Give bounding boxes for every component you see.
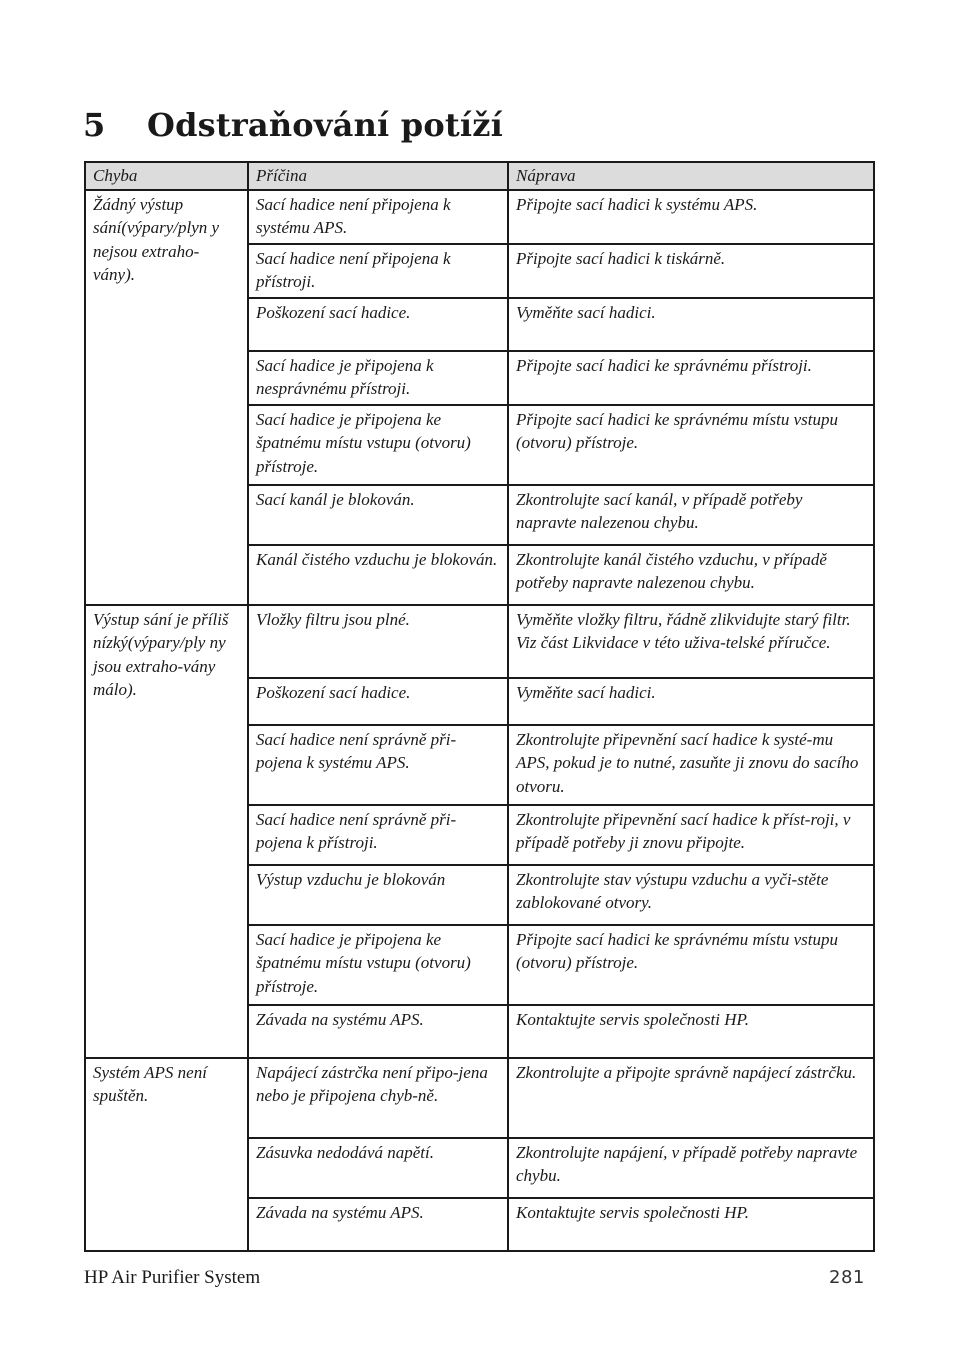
remedy-cell: Připojte sací hadici k tiskárně. [508, 244, 874, 298]
cause-cell: Závada na systému APS. [248, 1005, 508, 1058]
cause-cell: Závada na systému APS. [248, 1198, 508, 1251]
remedy-cell: Kontaktujte servis společnosti HP. [508, 1005, 874, 1058]
cause-cell: Napájecí zástrčka není připo-jena nebo je připojena chyb-ně. [248, 1058, 508, 1138]
table-header-row [85, 162, 874, 190]
section-number: 5 [83, 106, 106, 144]
page-number: 281 [829, 1267, 865, 1288]
cause-cell: Sací hadice není správně při-pojena k přístroji. [248, 805, 508, 865]
header-remedy: Náprava [508, 162, 874, 190]
remedy-cell: Vyměňte sací hadici. [508, 678, 874, 725]
remedy-cell: Zkontrolujte napájení, v případě potřeby napravte chybu. [508, 1138, 874, 1198]
remedy-cell: Zkontrolujte připevnění sací hadice k příst-roji, v případě potřeby ji znovu připojte. [508, 805, 874, 865]
cause-cell: Sací kanál je blokován. [248, 485, 508, 545]
fault-cell: Výstup sání je příliš nízký(výpary/ply ny jsou extraho-vány málo). [85, 605, 248, 1058]
cause-cell: Kanál čistého vzduchu je blokován. [248, 545, 508, 605]
cause-cell: Poškození sací hadice. [248, 678, 508, 725]
cause-cell: Poškození sací hadice. [248, 298, 508, 351]
cause-cell: Sací hadice je připojena ke špatnému místu vstupu (otvoru) přístroje. [248, 405, 508, 485]
header-fault: Chyba [85, 162, 248, 190]
remedy-cell: Připojte sací hadici ke správnému přístroji. [508, 351, 874, 405]
footer-product-name: HP Air Purifier System [84, 1267, 261, 1288]
cause-cell: Sací hadice není připojena k přístroji. [248, 244, 508, 298]
remedy-cell: Připojte sací hadici ke správnému místu vstupu (otvoru) přístroje. [508, 405, 874, 485]
remedy-cell: Zkontrolujte připevnění sací hadice k systé-mu APS, pokud je to nutné, zasuňte ji znovu do sacího otvoru. [508, 725, 874, 805]
troubleshooting-table [84, 161, 875, 1252]
cause-cell: Sací hadice je připojena k nesprávnému přístroji. [248, 351, 508, 405]
section-title: Odstraňování potíží [147, 106, 503, 144]
cause-cell: Sací hadice je připojena ke špatnému místu vstupu (otvoru) přístroje. [248, 925, 508, 1005]
table-row [85, 605, 874, 678]
table-row [85, 1058, 874, 1138]
remedy-cell: Připojte sací hadici k systému APS. [508, 190, 874, 244]
remedy-cell: Vyměňte vložky filtru, řádně zlikvidujte starý filtr. Viz část Likvidace v této uživa-telské příručce. [508, 605, 874, 678]
remedy-cell: Zkontrolujte kanál čistého vzduchu, v případě potřeby napravte nalezenou chybu. [508, 545, 874, 605]
fault-cell: Žádný výstup sání(výpary/plyn y nejsou extraho-vány). [85, 190, 248, 605]
table-row [85, 190, 874, 244]
section-heading [83, 103, 503, 147]
header-cause: Příčina [248, 162, 508, 190]
remedy-cell: Zkontrolujte a připojte správně napájecí zástrčku. [508, 1058, 874, 1138]
remedy-cell: Kontaktujte servis společnosti HP. [508, 1198, 874, 1251]
cause-cell: Zásuvka nedodává napětí. [248, 1138, 508, 1198]
cause-cell: Sací hadice není připojena k systému APS. [248, 190, 508, 244]
fault-cell: Systém APS není spuštěn. [85, 1058, 248, 1251]
cause-cell: Vložky filtru jsou plné. [248, 605, 508, 678]
cause-cell: Výstup vzduchu je blokován [248, 865, 508, 925]
remedy-cell: Zkontrolujte stav výstupu vzduchu a vyči-stěte zablokované otvory. [508, 865, 874, 925]
remedy-cell: Vyměňte sací hadici. [508, 298, 874, 351]
remedy-cell: Zkontrolujte sací kanál, v případě potřeby napravte nalezenou chybu. [508, 485, 874, 545]
remedy-cell: Připojte sací hadici ke správnému místu vstupu (otvoru) přístroje. [508, 925, 874, 1005]
cause-cell: Sací hadice není správně při-pojena k systému APS. [248, 725, 508, 805]
